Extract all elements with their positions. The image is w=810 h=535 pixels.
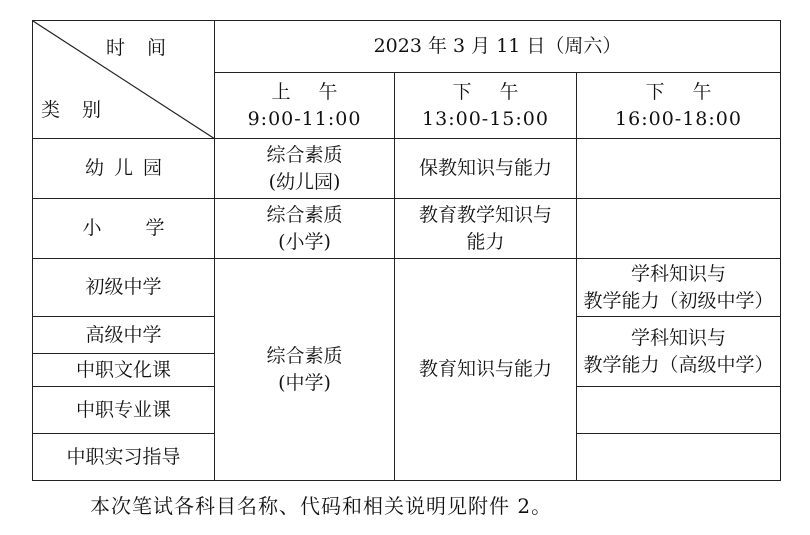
category-vocational-practice: 中职实习指导 <box>33 434 215 481</box>
category-senior-middle: 高级中学 <box>33 317 215 354</box>
slot-name: 上午 <box>271 80 366 103</box>
primary-slot3 <box>577 199 781 259</box>
header-corner-cell <box>33 21 215 139</box>
category-junior-middle: 初级中学 <box>33 259 215 317</box>
senior-slot3: 学科知识与 教学能力（高级中学） <box>577 317 781 387</box>
slot-name: 下午 <box>645 80 740 103</box>
junior-slot3: 学科知识与 教学能力（初级中学） <box>577 259 781 317</box>
vocational-practice-slot3 <box>577 434 781 481</box>
footnote: 本次笔试各科目名称、代码和相关说明见附件 2。 <box>90 494 553 518</box>
exam-schedule-table <box>32 20 781 481</box>
primary-slot2: 教育教学知识与 能力 <box>395 199 577 259</box>
category-header-label: 类别 <box>41 99 124 121</box>
category-vocational-culture: 中职文化课 <box>33 354 215 387</box>
slot-time: 9:00-11:00 <box>247 107 362 130</box>
secondary-slot1: 综合素质 (中学) <box>215 259 395 481</box>
vocational-major-slot3 <box>577 387 781 434</box>
kindergarten-slot2: 保教知识与能力 <box>395 139 577 199</box>
exam-date-header: 2023 年 3 月 11 日（周六） <box>215 21 781 73</box>
slot-time: 13:00-15:00 <box>422 107 549 130</box>
time-header-label: 时间 <box>105 37 188 59</box>
slot-header-morning <box>215 73 395 139</box>
category-kindergarten: 幼儿园 <box>33 139 215 199</box>
slot-header-afternoon-2 <box>577 73 781 139</box>
category-primary: 小学 <box>33 199 215 259</box>
slot-header-afternoon-1 <box>395 73 577 139</box>
kindergarten-slot1: 综合素质 (幼儿园) <box>215 139 395 199</box>
slot-time: 16:00-18:00 <box>615 107 742 130</box>
slot-name: 下午 <box>452 80 547 103</box>
category-vocational-major: 中职专业课 <box>33 387 215 434</box>
secondary-slot2: 教育知识与能力 <box>395 259 577 481</box>
kindergarten-slot3 <box>577 139 781 199</box>
primary-slot1: 综合素质 (小学) <box>215 199 395 259</box>
